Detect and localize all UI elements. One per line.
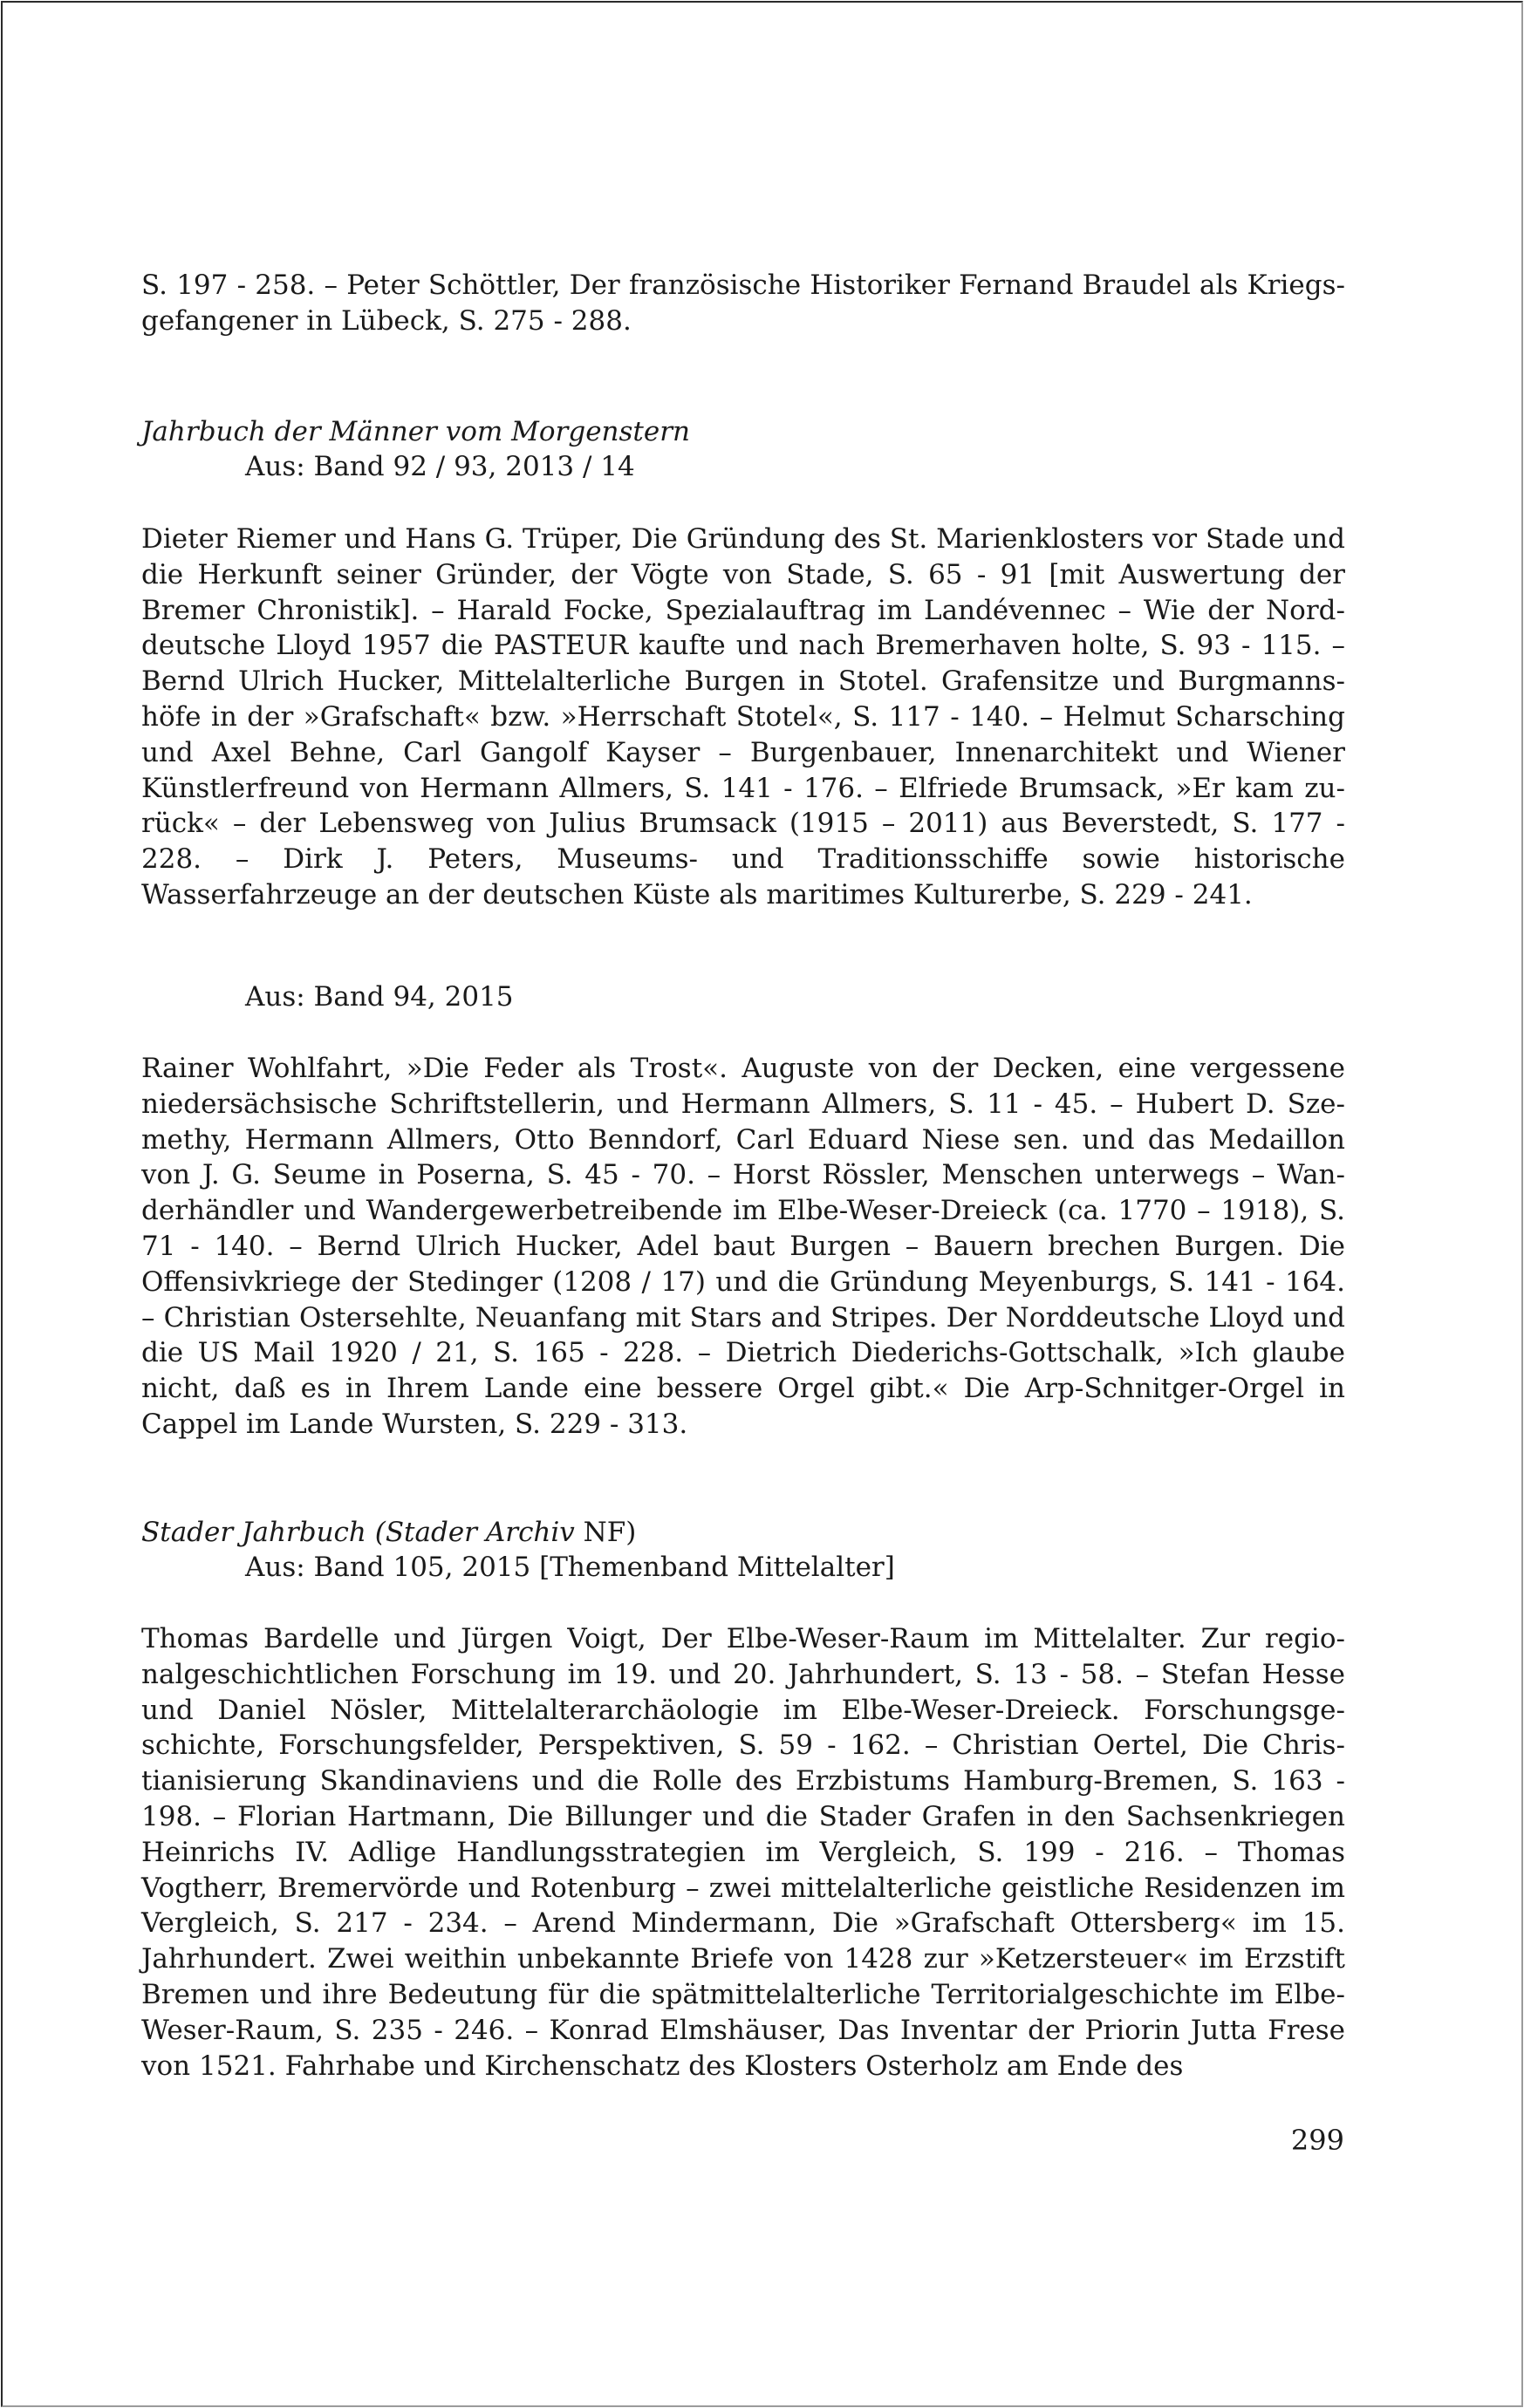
volume-label-92-93: Aus: Band 92 / 93, 2013 / 14 [245, 451, 635, 482]
journal-title-text: Stader Jahrbuch (Stader Archiv [141, 1517, 584, 1548]
volume-label-94: Aus: Band 94, 2015 [245, 981, 514, 1013]
journal-title-suffix: NF) [583, 1517, 637, 1548]
journal-title-text: Jahrbuch der Männer vom Morgenstern [141, 416, 691, 447]
entries-paragraph-92-93: Dieter Riemer und Hans G. Trüper, Die Gründung des St. Marienklosters vor Stade und die Herkunft seiner Gründer, der Vögte von Stade, S. 65 - 91 [mit Auswertung der Bremer Chronistik]. – Harald Focke, Spezialauftrag im Landévennec – Wie der Norddeutsche Lloyd 1957 die PASTEUR kaufte und nach Bremerhaven holte, S. 93 - 115. – Bernd Ulrich Hucker, Mittelalterliche Burgen in Stotel. Grafensitze und Burgmannshöfe in der »Grafschaft« bzw. »Herrschaft Stotel«, S. 117 - 140. – Helmut Scharsching und Axel Behne, Carl Gangolf Kayser – Burgenbauer, Innenarchitekt und Wiener Künstlerfreund von Hermann Allmers, S. 141 - 176. – Elfriede Brumsack, »Er kam zurück« – der Lebensweg von Julius Brumsack (1915 – 2011) aus Beverstedt, S. 177 - 228. – Dirk J. Peters, Museums- und Traditionsschiffe sowie historische Wasserfahrzeuge an der deutschen Küste als maritimes Kulturerbe, S. 229 - 241. [141, 523, 1345, 911]
journal-title-morgenstern [141, 414, 690, 450]
continuation-paragraph: S. 197 - 258. – Peter Schöttler, Der französische Historiker Fernand Braudel als Kriegsgefangener in Lübeck, S. 275 - 288. [141, 269, 1345, 337]
entries-paragraph-105: Thomas Bardelle und Jürgen Voigt, Der Elbe-Weser-Raum im Mittelalter. Zur regionalgeschichtlichen Forschung im 19. und 20. Jahrhundert, S. 13 - 58. – Stefan Hesse und Daniel Nösler, Mittelalterarchäologie im Elbe-Weser-Dreieck. Forschungsgeschichte, Forschungsfelder, Perspektiven, S. 59 - 162. – Christian Oertel, Die Christianisierung Skandinaviens und die Rolle des Erzbistums Hamburg-Bremen, S. 163 - 198. – Florian Hartmann, Die Billunger und die Stader Grafen in den Sachsenkriegen Heinrichs IV. Adlige Handlungsstrategien im Vergleich, S. 199 - 216. – Thomas Vogtherr, Bremervörde und Rotenburg – zwei mittelalterliche geistliche Residenzen im Vergleich, S. 217 - 234. – Arend Mindermann, Die »Grafschaft Ottersberg« im 15. Jahrhundert. Zwei weithin unbekannte Briefe von 1428 zur »Ketzersteuer« im Erzstift Bremen und ihre Bedeutung für die spätmittelalterliche Territorialgeschichte im Elbe-Weser-Raum, S. 235 - 246. – Konrad Elmshäuser, Das Inventar der Priorin Jutta Frese von 1521. Fahrhabe und Kirchenschatz des Klosters Osterholz am Ende des [141, 1623, 1345, 2082]
page-number: 299 [1290, 2124, 1344, 2157]
journal-title-stader [141, 1515, 636, 1551]
entries-paragraph-94: Rainer Wohlfahrt, »Die Feder als Trost«. Auguste von der Decken, eine vergessene niedersächsische Schriftstellerin, und Hermann Allmers, S. 11 - 45. – Hubert D. Szemethy, Hermann Allmers, Otto Benndorf, Carl Eduard Niese sen. und das Medaillon von J. G. Seume in Poserna, S. 45 - 70. – Horst Rössler, Menschen unterwegs – Wanderhändler und Wandergewerbetreibende im Elbe-Weser-Dreieck (ca. 1770 – 1918), S. 71 - 140. – Bernd Ulrich Hucker, Adel baut Burgen – Bauern brechen Burgen. Die Offensivkriege der Stedinger (1208 / 17) und die Gründung Meyenburgs, S. 141 - 164. – Christian Ostersehlte, Neuanfang mit Stars and Stripes. Der Norddeutsche Lloyd und die US Mail 1920 / 21, S. 165 - 228. – Dietrich Diederichs-Gottschalk, »Ich glaube nicht, daß es in Ihrem Lande eine bessere Orgel gibt.« Die Arp-Schnitger-Orgel in Cappel im Lande Wursten, S. 229 - 313. [141, 1053, 1345, 1440]
volume-label-105: Aus: Band 105, 2015 [Themenband Mittelalter] [245, 1552, 895, 1583]
